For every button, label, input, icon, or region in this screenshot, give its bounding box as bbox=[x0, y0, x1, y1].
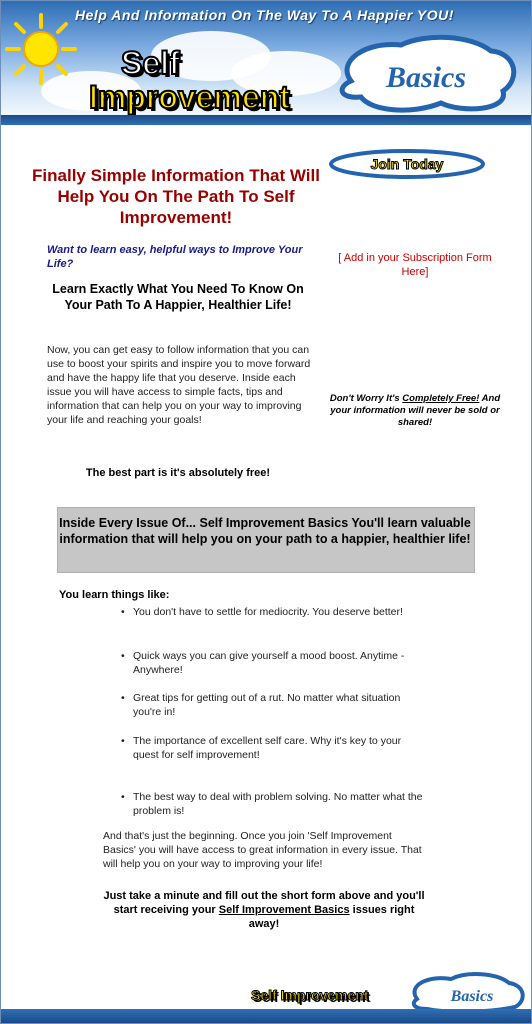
privacy-note-text: And your information will never be sold or shared! bbox=[330, 393, 501, 428]
site-title-line2: Improvement bbox=[89, 79, 290, 115]
privacy-note-text: Don't Worry It's bbox=[329, 393, 403, 404]
intro-paragraph: Now, you can get easy to follow information that you can use to boost your spirits and inspire you to move forward and have the happy life that you deserve. Inside each issue you will have access to simple facts, tips and information that can help you on your way to improving your life and reaching your goals! bbox=[47, 344, 311, 426]
list-item: • The importance of excellent self care. Why it's key to your quest for self improvement! bbox=[121, 734, 423, 762]
highlight-box-text: Inside Every Issue Of... Self Improvement Basics You'll learn valuable information that will help you on your path to a happier, healthier life! bbox=[59, 516, 471, 546]
site-title-line1: Self bbox=[121, 45, 180, 81]
subheading-question: Want to learn easy, helpful ways to Improve Your Life? bbox=[47, 244, 303, 270]
list-item: • You don't have to settle for mediocrity. You deserve better! bbox=[121, 605, 423, 619]
main-headline: Finally Simple Information That Will Help You On The Path To Self Improvement! bbox=[32, 166, 320, 227]
basics-badge-text: Basics bbox=[385, 61, 467, 94]
sun-icon bbox=[3, 11, 79, 87]
header-tagline: Help And Information On The Way To A Happier YOU! bbox=[75, 7, 454, 23]
closing-paragraph: And that's just the beginning. Once you join 'Self Improvement Basics' you will have access to great information in every issue. That will help you on your way to improving your life! bbox=[103, 830, 422, 870]
list-item: • Great tips for getting out of a rut. No matter what situation you're in! bbox=[121, 691, 423, 719]
free-note: The best part is it's absolutely free! bbox=[85, 467, 271, 479]
list-item: • The best way to deal with problem solving. No matter what the problem is! bbox=[121, 790, 423, 818]
footer-bar bbox=[1, 1009, 531, 1023]
list-item: • Quick ways you can give yourself a mood boost. Anytime - Anywhere! bbox=[121, 649, 423, 677]
basics-logo-badge bbox=[331, 31, 521, 117]
cta-text: Just take a minute and fill out the short form above and you'll start receiving your bbox=[103, 890, 425, 916]
list-heading: You learn things like: bbox=[59, 589, 170, 601]
cta-text: issues right away! bbox=[248, 904, 415, 930]
privacy-note bbox=[323, 393, 507, 429]
subscription-form-placeholder[interactable]: [ Add in your Subscription Form Here] bbox=[338, 252, 492, 278]
cta-emphasis: Self Improvement Basics bbox=[218, 904, 350, 916]
call-to-action bbox=[101, 889, 427, 931]
header-banner bbox=[1, 1, 531, 125]
join-today-label: Join Today bbox=[370, 156, 444, 172]
privacy-note-emphasis: Completely Free! bbox=[402, 393, 480, 404]
learn-heading: Learn Exactly What You Need To Know On Your Path To A Happier, Healthier Life! bbox=[52, 282, 304, 312]
footer-title: Self Improvement bbox=[251, 987, 369, 1003]
header-divider bbox=[1, 115, 531, 125]
footer-badge-text: Basics bbox=[450, 988, 494, 1005]
join-today-button[interactable] bbox=[329, 149, 485, 179]
